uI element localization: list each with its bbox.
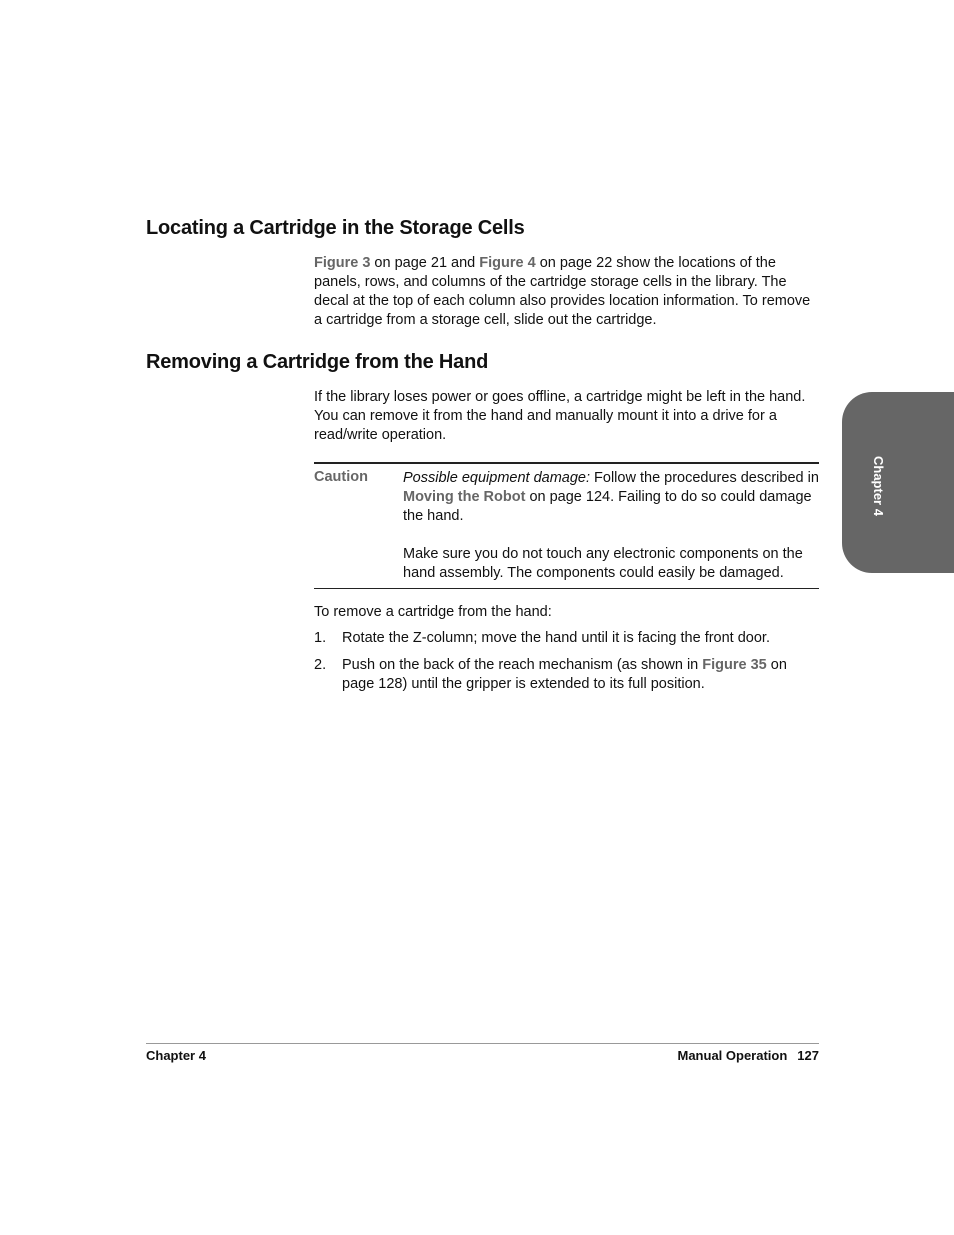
step-text: Rotate the Z-column; move the hand until it is facing the front door. <box>342 630 770 646</box>
procedure-intro: To remove a cartridge from the hand: <box>314 604 552 620</box>
caution-label: Caution <box>314 469 368 485</box>
locating-cartridge-paragraph <box>314 254 820 330</box>
figure-35-link[interactable]: Figure 35 <box>702 657 767 673</box>
caution-paragraph-1 <box>403 469 819 526</box>
step-text: Push on the back of the reach mechanism (as shown in <box>342 657 703 673</box>
paragraph-text-segment: on page 21 and <box>370 255 480 271</box>
caution-box <box>314 462 819 589</box>
step-number: 1. <box>314 630 327 646</box>
caution-emphasis: Possible equipment damage: <box>403 470 591 486</box>
footer-chapter: Chapter 4 <box>146 1048 206 1063</box>
paragraph-text-segment: on page 22 show the locations of the panels, rows, and columns of the cartridge storage cells in the library. The decal at the top of each column also provides location information. To remove a cartridge from a storage cell, slide out the cartridge. <box>314 255 811 328</box>
procedure-steps <box>314 629 820 702</box>
figure-4-link[interactable]: Figure 4 <box>479 255 536 271</box>
footer-page-info <box>678 1048 820 1063</box>
caution-text-segment: Follow the procedures described in <box>590 470 819 486</box>
moving-the-robot-link[interactable]: Moving the Robot <box>403 489 526 505</box>
chapter-tab-label: Chapter 4 <box>871 456 886 516</box>
step-text: on page 128) until the gripper is extended to its full position. <box>342 657 787 692</box>
section-heading-removing-cartridge: Removing a Cartridge from the Hand <box>146 351 489 373</box>
step-number: 2. <box>314 657 327 673</box>
footer-section-title: Manual Operation <box>677 1048 788 1063</box>
caution-text-segment: on page 124. Failing to do so could damage the hand. <box>403 489 812 524</box>
procedure-step <box>314 629 820 648</box>
section-heading-locating-cartridge: Locating a Cartridge in the Storage Cells <box>146 217 525 239</box>
page-number: 127 <box>797 1048 819 1063</box>
caution-paragraph-2: Make sure you do not touch any electronic components on the hand assembly. The components could easily be damaged. <box>403 546 803 581</box>
footer-rule <box>146 1043 819 1044</box>
procedure-step <box>314 656 820 694</box>
figure-3-link[interactable]: Figure 3 <box>314 255 371 271</box>
removing-cartridge-intro: If the library loses power or goes offline, a cartridge might be left in the hand. You can remove it from the hand and manually mount it into a drive for a read/write operation. <box>314 389 806 443</box>
caution-body <box>403 469 819 583</box>
